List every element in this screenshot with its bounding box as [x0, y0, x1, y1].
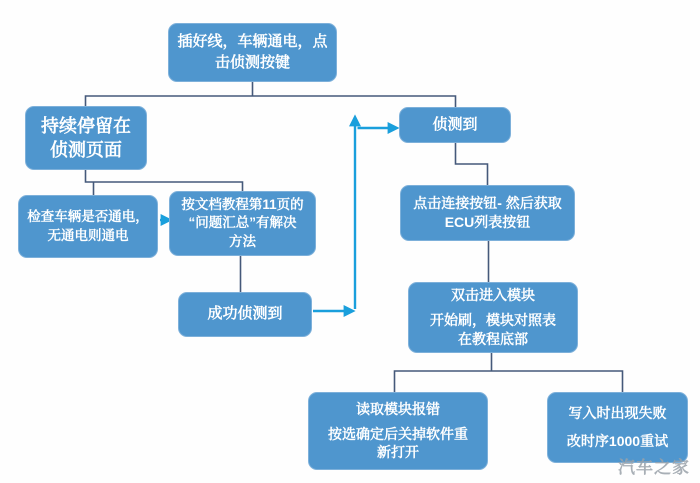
node-text-line: 插好线，车辆通电，点	[177, 33, 328, 51]
node-stay-on-detect-page	[25, 106, 147, 170]
node-text-line: 无通电则通电	[47, 227, 129, 243]
node-text-line: ECU列表按钮	[444, 214, 531, 230]
node-text-line: 按文档教程第11页的	[181, 197, 304, 213]
node-plug-in-power-on	[168, 23, 337, 82]
node-text-line: 侦测到	[432, 115, 478, 133]
watermark-autohome: 汽车之家	[618, 458, 690, 477]
node-text-line: 成功侦测到	[207, 305, 283, 323]
node-doc-page11-solution	[169, 191, 316, 256]
node-text-line: 点击连接按钮- 然后获取	[413, 195, 562, 212]
node-text-line: 写入时出现失败	[568, 405, 667, 422]
node-text-line: 方法	[229, 233, 256, 249]
node-text-line: 持续停留在	[41, 115, 131, 136]
node-text-line: 开始刷，模块对照表	[430, 312, 556, 329]
node-text-line: 改时序1000重试	[566, 433, 669, 449]
node-click-connect-ecu	[400, 185, 575, 241]
node-text-line: 新打开	[377, 444, 419, 461]
node-detected	[399, 107, 511, 143]
connector-top-split	[86, 82, 456, 107]
node-text-line: 在教程底部	[458, 330, 528, 347]
node-text-line: 双击进入模块	[451, 287, 535, 304]
node-read-module-error	[308, 392, 488, 470]
node-detect-success	[178, 292, 312, 337]
node-text-line: 击侦测按键	[214, 53, 290, 71]
connector-detected-to-connect	[456, 143, 488, 185]
node-text-line: 侦测页面	[50, 140, 122, 160]
node-text-line: “问题汇总”有解决	[188, 215, 297, 231]
node-text-line: 按选确定后关掉软件重	[328, 425, 468, 442]
node-text-line: 读取模块报错	[356, 400, 440, 417]
node-enter-module-flash	[408, 282, 578, 353]
node-check-vehicle-power	[18, 195, 158, 258]
connector-bottom-split	[395, 353, 623, 392]
node-text-line: 检查车辆是否通电，	[27, 209, 149, 225]
